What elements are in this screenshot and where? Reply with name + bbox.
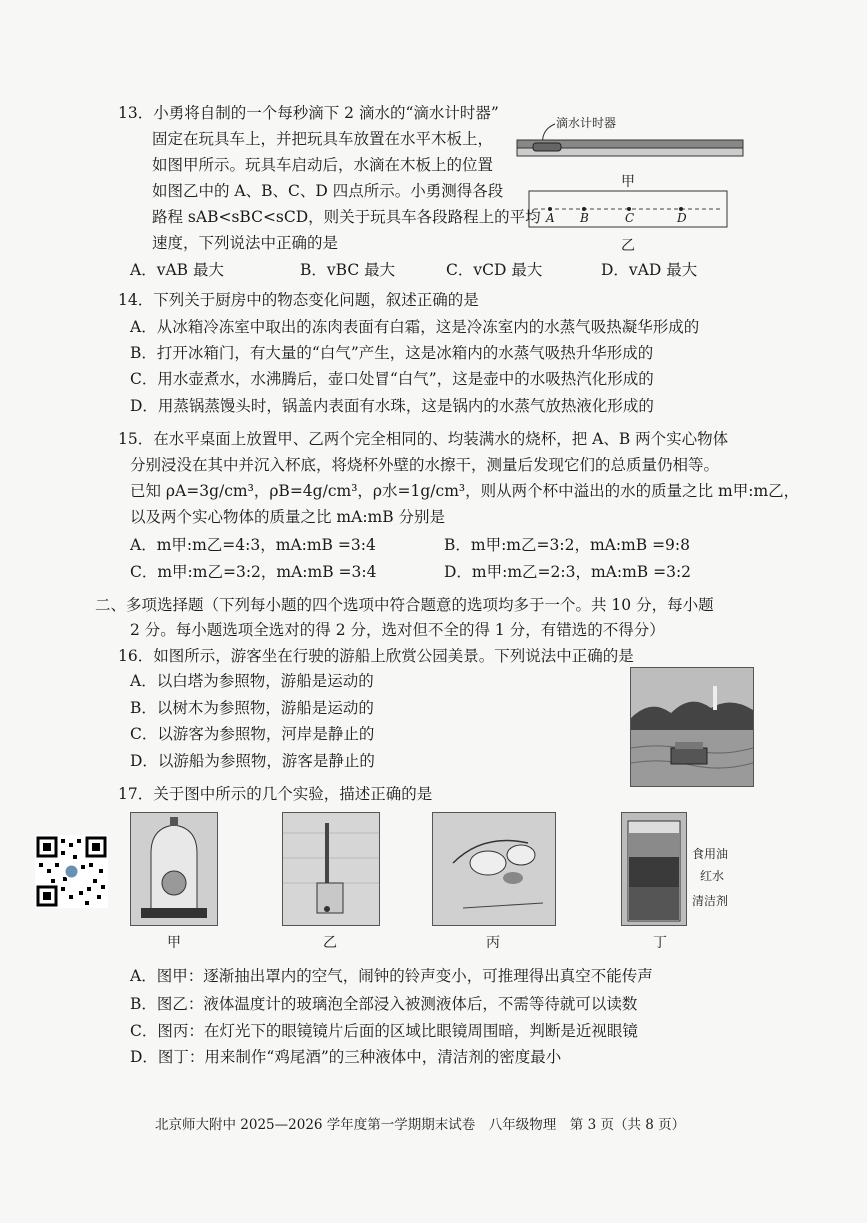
- q13-line-3: 如图甲所示。玩具车启动后，水滴在木板上的位置: [152, 156, 494, 174]
- point-d: D: [677, 211, 687, 225]
- q17-option-b: B．图乙：液体温度计的玻璃泡全部浸入被测液体后，不需等待就可以读数: [130, 995, 638, 1013]
- q15-option-a: A．m甲:m乙=4:3，mA:mB =3:4: [130, 536, 376, 554]
- q17-stem: 17．关于图中所示的几个实验，描述正确的是: [118, 785, 433, 803]
- q14-option-b: B．打开冰箱门，有大量的“白气”产生，这是冰箱内的水蒸气吸热升华形成的: [130, 344, 654, 362]
- liquid-label-oil: 食用油: [692, 847, 729, 861]
- figure-yi-thermometer: [282, 812, 380, 926]
- q13-option-d: D．vAD 最大: [601, 261, 698, 279]
- q15-option-b: B．m甲:m乙=3:2，mA:mB =9:8: [444, 536, 691, 554]
- q13-option-b: B．vBC 最大: [300, 261, 396, 279]
- q13-line-5: 路程 sAB<sBC<sCD，则关于玩具车各段路程上的平均: [152, 208, 541, 226]
- point-c: C: [625, 211, 635, 225]
- section-2-line-2: 2 分。每小题选项全选对的得 2 分，选对但不全的得 1 分，有错选的不得分）: [130, 621, 665, 639]
- q13-option-c: C．vCD 最大: [446, 261, 543, 279]
- q14-option-d: D．用蒸锅蒸馒头时，锅盖内表面有水珠，这是锅内的水蒸气放热液化形成的: [130, 397, 654, 415]
- figure-jia-board: [515, 118, 745, 168]
- figure-yi-caption: 乙: [621, 238, 635, 254]
- q16-stem: 16．如图所示，游客坐在行驶的游船上欣赏公园美景。下列说法中正确的是: [118, 647, 634, 665]
- q13-line-2: 固定在玩具车上，并把玩具车放置在水平木板上，: [152, 130, 494, 148]
- q15-line-3: 已知 ρA=3g/cm³，ρB=4g/cm³，ρ水=1g/cm³，则从两个杯中溢出的水的质量之比 m甲:m乙，: [130, 482, 800, 500]
- boat-photo: [630, 667, 754, 787]
- q13-option-a: A．vAB 最大: [130, 261, 224, 279]
- fig-caption-bing: 丙: [486, 935, 500, 951]
- figure-jia-bell-jar: [130, 812, 218, 926]
- point-a: A: [546, 211, 555, 225]
- fig-caption-ding: 丁: [653, 935, 667, 951]
- q14-option-a: A．从冰箱冷冻室中取出的冻肉表面有白霜，这是冷冻室内的水蒸气吸热凝华形成的: [130, 318, 700, 336]
- q14-option-c: C．用水壶煮水，水沸腾后，壶口处冒“白气”，这是壶中的水吸热汽化形成的: [130, 370, 654, 388]
- figure-bing-glasses: [432, 812, 556, 926]
- q15-option-d: D．m甲:m乙=2:3，mA:mB =3:2: [444, 563, 692, 581]
- point-b: B: [580, 211, 589, 225]
- q14-stem: 14．下列关于厨房中的物态变化问题，叙述正确的是: [118, 291, 479, 309]
- fig-caption-yi: 乙: [323, 935, 337, 951]
- q13-line-1: 13．小勇将自制的一个每秒滴下 2 滴水的“滴水计时器”: [118, 104, 499, 122]
- section-2-line-1: 二、多项选择题（下列每小题的四个选项中符合题意的选项均多于一个。共 10 分，每小题: [95, 596, 714, 614]
- figure-ding-liquids: [621, 812, 687, 926]
- fig-caption-jia: 甲: [167, 935, 181, 951]
- q15-line-4: 以及两个实心物体的质量之比 mA:mB 分别是: [130, 508, 446, 526]
- figure-jia-caption: 甲: [621, 174, 635, 190]
- liquid-label-detergent: 清洁剂: [692, 894, 729, 908]
- q16-option-c: C．以游客为参照物，河岸是静止的: [130, 725, 375, 743]
- q17-option-d: D．图丁：用来制作“鸡尾酒”的三种液体中，清洁剂的密度最小: [130, 1048, 562, 1066]
- q15-line-1: 15．在水平桌面上放置甲、乙两个完全相同的、均装满水的烧杯，把 A、B 两个实心物体: [118, 430, 729, 448]
- page-footer: 北京师大附中 2025—2026 学年度第一学期期末试卷 八年级物理 第 3 页（共 8 页）: [155, 1117, 686, 1133]
- liquid-label-red-water: 红水: [700, 869, 725, 883]
- q16-option-b: B．以树木为参照物，游船是运动的: [130, 699, 374, 717]
- q16-option-d: D．以游船为参照物，游客是静止的: [130, 752, 375, 770]
- timer-label: 滴水计时器: [556, 116, 617, 130]
- qr-code-icon: [35, 835, 108, 908]
- q17-option-c: C．图丙：在灯光下的眼镜镜片后面的区域比眼镜周围暗，判断是近视眼镜: [130, 1022, 638, 1040]
- q17-option-a: A．图甲：逐渐抽出罩内的空气，闹钟的铃声变小，可推理得出真空不能传声: [130, 967, 653, 985]
- q15-line-2: 分别浸没在其中并沉入杯底，将烧杯外壁的水擦干，测量后发现它们的总质量仍相等。: [130, 456, 720, 474]
- q15-option-c: C．m甲:m乙=3:2，mA:mB =3:4: [130, 563, 377, 581]
- q13-line-4: 如图乙中的 A、B、C、D 四点所示。小勇测得各段: [152, 182, 504, 200]
- q16-option-a: A．以白塔为参照物，游船是运动的: [130, 672, 374, 690]
- q13-line-6: 速度，下列说法中正确的是: [152, 234, 339, 252]
